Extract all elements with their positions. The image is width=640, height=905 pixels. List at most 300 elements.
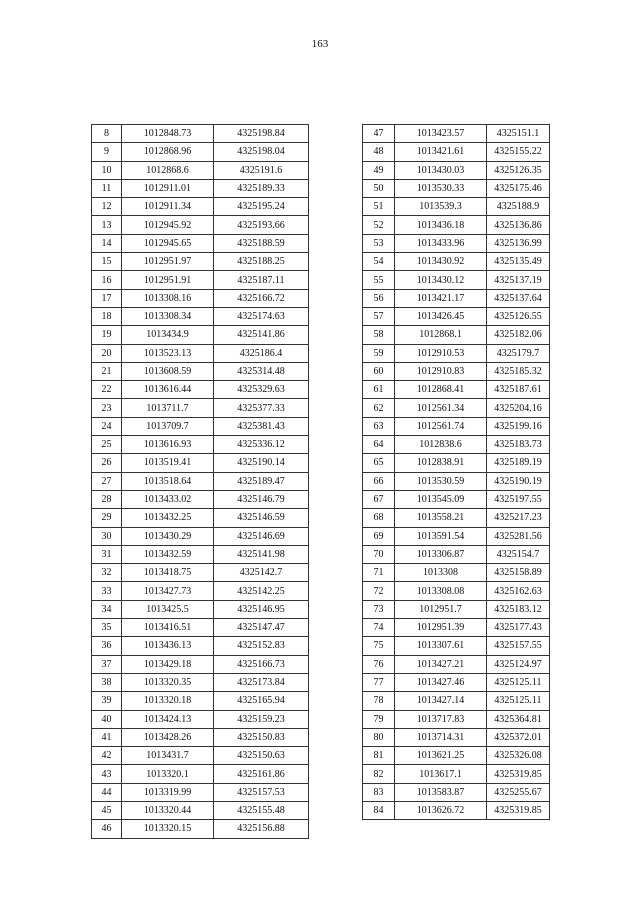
x-coordinate-cell: 1013608.59 [122, 362, 214, 380]
point-number-cell: 49 [363, 161, 395, 179]
y-coordinate-cell: 4325157.55 [487, 637, 550, 655]
point-number-cell: 70 [363, 545, 395, 563]
x-coordinate-cell: 1012951.91 [122, 271, 214, 289]
x-coordinate-cell: 1012945.65 [122, 234, 214, 252]
table-row [363, 198, 550, 216]
x-coordinate-cell: 1013717.83 [395, 710, 487, 728]
x-coordinate-cell: 1013558.21 [395, 509, 487, 527]
table-body [363, 125, 550, 820]
y-coordinate-cell: 4325141.98 [214, 545, 309, 563]
y-coordinate-cell: 4325162.63 [487, 582, 550, 600]
point-number-cell: 45 [92, 801, 122, 819]
table-row [92, 216, 309, 234]
point-number-cell: 56 [363, 289, 395, 307]
point-number-cell: 76 [363, 655, 395, 673]
table-row [363, 564, 550, 582]
x-coordinate-cell: 1013427.46 [395, 673, 487, 691]
y-coordinate-cell: 4325125.11 [487, 692, 550, 710]
x-coordinate-cell: 1013523.13 [122, 344, 214, 362]
point-number-cell: 54 [363, 253, 395, 271]
x-coordinate-cell: 1012951.97 [122, 253, 214, 271]
point-number-cell: 68 [363, 509, 395, 527]
point-number-cell: 73 [363, 600, 395, 618]
y-coordinate-cell: 4325183.73 [487, 436, 550, 454]
y-coordinate-cell: 4325137.64 [487, 289, 550, 307]
y-coordinate-cell: 4325191.6 [214, 161, 309, 179]
x-coordinate-cell: 1013421.61 [395, 143, 487, 161]
table-row [363, 417, 550, 435]
y-coordinate-cell: 4325195.24 [214, 198, 309, 216]
x-coordinate-cell: 1012868.6 [122, 161, 214, 179]
table-row [363, 801, 550, 819]
table-row [92, 600, 309, 618]
x-coordinate-cell: 1013427.14 [395, 692, 487, 710]
point-number-cell: 71 [363, 564, 395, 582]
y-coordinate-cell: 4325135.49 [487, 253, 550, 271]
x-coordinate-cell: 1013518.64 [122, 472, 214, 490]
point-number-cell: 40 [92, 710, 122, 728]
point-number-cell: 59 [363, 344, 395, 362]
y-coordinate-cell: 4325179.7 [487, 344, 550, 362]
x-coordinate-cell: 1013426.45 [395, 307, 487, 325]
x-coordinate-cell: 1012561.74 [395, 417, 487, 435]
table-row [92, 564, 309, 582]
x-coordinate-cell: 1013436.13 [122, 637, 214, 655]
point-number-cell: 42 [92, 747, 122, 765]
table-row [92, 362, 309, 380]
x-coordinate-cell: 1013308.34 [122, 307, 214, 325]
table-row [92, 307, 309, 325]
point-number-cell: 30 [92, 527, 122, 545]
point-number-cell: 50 [363, 179, 395, 197]
point-number-cell: 62 [363, 399, 395, 417]
point-number-cell: 51 [363, 198, 395, 216]
x-coordinate-cell: 1013421.17 [395, 289, 487, 307]
y-coordinate-cell: 4325189.19 [487, 454, 550, 472]
table-row [92, 728, 309, 746]
point-number-cell: 74 [363, 619, 395, 637]
point-number-cell: 80 [363, 728, 395, 746]
x-coordinate-cell: 1013616.44 [122, 381, 214, 399]
y-coordinate-cell: 4325314.48 [214, 362, 309, 380]
table-row [92, 253, 309, 271]
point-number-cell: 63 [363, 417, 395, 435]
x-coordinate-cell: 1013418.75 [122, 564, 214, 582]
x-coordinate-cell: 1013430.03 [395, 161, 487, 179]
table-row [92, 271, 309, 289]
x-coordinate-cell: 1012911.01 [122, 179, 214, 197]
y-coordinate-cell: 4325154.7 [487, 545, 550, 563]
table-row [363, 728, 550, 746]
y-coordinate-cell: 4325372.01 [487, 728, 550, 746]
table-row [363, 307, 550, 325]
y-coordinate-cell: 4325137.19 [487, 271, 550, 289]
y-coordinate-cell: 4325197.55 [487, 490, 550, 508]
x-coordinate-cell: 1013539.3 [395, 198, 487, 216]
y-coordinate-cell: 4325188.59 [214, 234, 309, 252]
y-coordinate-cell: 4325329.63 [214, 381, 309, 399]
y-coordinate-cell: 4325142.7 [214, 564, 309, 582]
table-row [92, 527, 309, 545]
table-row [363, 161, 550, 179]
point-number-cell: 26 [92, 454, 122, 472]
y-coordinate-cell: 4325255.67 [487, 783, 550, 801]
y-coordinate-cell: 4325186.4 [214, 344, 309, 362]
x-coordinate-cell: 1013427.21 [395, 655, 487, 673]
point-number-cell: 20 [92, 344, 122, 362]
x-coordinate-cell: 1013308.16 [122, 289, 214, 307]
x-coordinate-cell: 1012910.53 [395, 344, 487, 362]
table-row [92, 326, 309, 344]
point-number-cell: 18 [92, 307, 122, 325]
point-number-cell: 29 [92, 509, 122, 527]
point-number-cell: 36 [92, 637, 122, 655]
x-coordinate-cell: 1013432.25 [122, 509, 214, 527]
y-coordinate-cell: 4325151.1 [487, 125, 550, 143]
table-row [363, 271, 550, 289]
table-row [92, 637, 309, 655]
x-coordinate-cell: 1013591.54 [395, 527, 487, 545]
x-coordinate-cell: 1013545.09 [395, 490, 487, 508]
table-row [363, 619, 550, 637]
y-coordinate-cell: 4325183.12 [487, 600, 550, 618]
x-coordinate-cell: 1013431.7 [122, 747, 214, 765]
y-coordinate-cell: 4325193.66 [214, 216, 309, 234]
x-coordinate-cell: 1013530.33 [395, 179, 487, 197]
point-number-cell: 25 [92, 436, 122, 454]
point-number-cell: 55 [363, 271, 395, 289]
table-row [363, 600, 550, 618]
table-row [363, 747, 550, 765]
point-number-cell: 46 [92, 820, 122, 838]
table-row [363, 436, 550, 454]
y-coordinate-cell: 4325146.69 [214, 527, 309, 545]
y-coordinate-cell: 4325199.16 [487, 417, 550, 435]
y-coordinate-cell: 4325158.89 [487, 564, 550, 582]
y-coordinate-cell: 4325150.63 [214, 747, 309, 765]
y-coordinate-cell: 4325188.25 [214, 253, 309, 271]
point-number-cell: 72 [363, 582, 395, 600]
table-row [363, 179, 550, 197]
y-coordinate-cell: 4325136.99 [487, 234, 550, 252]
table-row [92, 125, 309, 143]
point-number-cell: 67 [363, 490, 395, 508]
y-coordinate-cell: 4325173.84 [214, 673, 309, 691]
y-coordinate-cell: 4325188.9 [487, 198, 550, 216]
x-coordinate-cell: 1013436.18 [395, 216, 487, 234]
x-coordinate-cell: 1013714.31 [395, 728, 487, 746]
x-coordinate-cell: 1013711.7 [122, 399, 214, 417]
x-coordinate-cell: 1012838.91 [395, 454, 487, 472]
y-coordinate-cell: 4325146.59 [214, 509, 309, 527]
x-coordinate-cell: 1012868.1 [395, 326, 487, 344]
table-row [92, 747, 309, 765]
y-coordinate-cell: 4325381.43 [214, 417, 309, 435]
table-row [92, 234, 309, 252]
table-row [363, 125, 550, 143]
table-row [363, 454, 550, 472]
table-row [363, 527, 550, 545]
table-row [363, 637, 550, 655]
point-number-cell: 47 [363, 125, 395, 143]
table-row [363, 710, 550, 728]
table-row [92, 783, 309, 801]
table-row [363, 289, 550, 307]
x-coordinate-cell: 1013428.26 [122, 728, 214, 746]
x-coordinate-cell: 1013308 [395, 564, 487, 582]
table-row [92, 820, 309, 838]
y-coordinate-cell: 4325281.56 [487, 527, 550, 545]
table-row [92, 472, 309, 490]
point-number-cell: 75 [363, 637, 395, 655]
x-coordinate-cell: 1013617.1 [395, 765, 487, 783]
table-row [92, 417, 309, 435]
point-number-cell: 61 [363, 381, 395, 399]
point-number-cell: 24 [92, 417, 122, 435]
x-coordinate-cell: 1012911.34 [122, 198, 214, 216]
point-number-cell: 78 [363, 692, 395, 710]
y-coordinate-cell: 4325159.23 [214, 710, 309, 728]
x-coordinate-cell: 1013430.12 [395, 271, 487, 289]
x-coordinate-cell: 1013433.96 [395, 234, 487, 252]
table-row [92, 399, 309, 417]
table-row [363, 490, 550, 508]
y-coordinate-cell: 4325190.14 [214, 454, 309, 472]
y-coordinate-cell: 4325189.47 [214, 472, 309, 490]
table-row [92, 161, 309, 179]
x-coordinate-cell: 1013427.73 [122, 582, 214, 600]
table-row [92, 801, 309, 819]
x-coordinate-cell: 1013429.18 [122, 655, 214, 673]
point-number-cell: 28 [92, 490, 122, 508]
point-number-cell: 83 [363, 783, 395, 801]
x-coordinate-cell: 1013530.59 [395, 472, 487, 490]
y-coordinate-cell: 4325198.04 [214, 143, 309, 161]
table-row [92, 198, 309, 216]
table-row [363, 692, 550, 710]
point-number-cell: 27 [92, 472, 122, 490]
y-coordinate-cell: 4325147.47 [214, 619, 309, 637]
x-coordinate-cell: 1013433.02 [122, 490, 214, 508]
point-number-cell: 64 [363, 436, 395, 454]
point-number-cell: 19 [92, 326, 122, 344]
table-row [363, 545, 550, 563]
table-row [92, 655, 309, 673]
x-coordinate-cell: 1012945.92 [122, 216, 214, 234]
y-coordinate-cell: 4325166.73 [214, 655, 309, 673]
point-number-cell: 17 [92, 289, 122, 307]
point-number-cell: 21 [92, 362, 122, 380]
point-number-cell: 43 [92, 765, 122, 783]
table-row [363, 344, 550, 362]
point-number-cell: 31 [92, 545, 122, 563]
y-coordinate-cell: 4325165.94 [214, 692, 309, 710]
x-coordinate-cell: 1013320.18 [122, 692, 214, 710]
point-number-cell: 12 [92, 198, 122, 216]
point-number-cell: 58 [363, 326, 395, 344]
table-row [92, 673, 309, 691]
x-coordinate-cell: 1013425.5 [122, 600, 214, 618]
x-coordinate-cell: 1013320.15 [122, 820, 214, 838]
point-number-cell: 13 [92, 216, 122, 234]
table-row [363, 582, 550, 600]
point-number-cell: 82 [363, 765, 395, 783]
point-number-cell: 77 [363, 673, 395, 691]
x-coordinate-cell: 1013616.93 [122, 436, 214, 454]
y-coordinate-cell: 4325217.23 [487, 509, 550, 527]
y-coordinate-cell: 4325175.46 [487, 179, 550, 197]
point-number-cell: 39 [92, 692, 122, 710]
x-coordinate-cell: 1012868.96 [122, 143, 214, 161]
table-row [363, 216, 550, 234]
y-coordinate-cell: 4325156.88 [214, 820, 309, 838]
point-number-cell: 23 [92, 399, 122, 417]
y-coordinate-cell: 4325326.08 [487, 747, 550, 765]
y-coordinate-cell: 4325146.79 [214, 490, 309, 508]
y-coordinate-cell: 4325319.85 [487, 801, 550, 819]
table-row [92, 490, 309, 508]
y-coordinate-cell: 4325187.61 [487, 381, 550, 399]
x-coordinate-cell: 1013416.51 [122, 619, 214, 637]
y-coordinate-cell: 4325182.06 [487, 326, 550, 344]
table-row [92, 619, 309, 637]
table-row [363, 234, 550, 252]
x-coordinate-cell: 1013424.13 [122, 710, 214, 728]
y-coordinate-cell: 4325185.32 [487, 362, 550, 380]
x-coordinate-cell: 1013307.61 [395, 637, 487, 655]
x-coordinate-cell: 1012848.73 [122, 125, 214, 143]
table-row [92, 344, 309, 362]
table-row [363, 362, 550, 380]
point-number-cell: 34 [92, 600, 122, 618]
table-row [363, 783, 550, 801]
x-coordinate-cell: 1013320.44 [122, 801, 214, 819]
y-coordinate-cell: 4325174.63 [214, 307, 309, 325]
y-coordinate-cell: 4325198.84 [214, 125, 309, 143]
table-row [92, 710, 309, 728]
point-number-cell: 35 [92, 619, 122, 637]
y-coordinate-cell: 4325155.22 [487, 143, 550, 161]
y-coordinate-cell: 4325146.95 [214, 600, 309, 618]
point-number-cell: 69 [363, 527, 395, 545]
y-coordinate-cell: 4325204.16 [487, 399, 550, 417]
x-coordinate-cell: 1013423.57 [395, 125, 487, 143]
point-number-cell: 53 [363, 234, 395, 252]
point-number-cell: 60 [363, 362, 395, 380]
y-coordinate-cell: 4325157.53 [214, 783, 309, 801]
point-number-cell: 84 [363, 801, 395, 819]
x-coordinate-cell: 1013709.7 [122, 417, 214, 435]
y-coordinate-cell: 4325141.86 [214, 326, 309, 344]
y-coordinate-cell: 4325377.33 [214, 399, 309, 417]
y-coordinate-cell: 4325136.86 [487, 216, 550, 234]
point-number-cell: 66 [363, 472, 395, 490]
y-coordinate-cell: 4325364.81 [487, 710, 550, 728]
table-row [92, 179, 309, 197]
table-row [363, 253, 550, 271]
point-number-cell: 37 [92, 655, 122, 673]
table-body [92, 125, 309, 839]
y-coordinate-cell: 4325161.86 [214, 765, 309, 783]
x-coordinate-cell: 1012951.39 [395, 619, 487, 637]
x-coordinate-cell: 1013319.99 [122, 783, 214, 801]
y-coordinate-cell: 4325155.48 [214, 801, 309, 819]
y-coordinate-cell: 4325336.12 [214, 436, 309, 454]
x-coordinate-cell: 1013621.25 [395, 747, 487, 765]
y-coordinate-cell: 4325152.83 [214, 637, 309, 655]
x-coordinate-cell: 1013432.59 [122, 545, 214, 563]
point-number-cell: 11 [92, 179, 122, 197]
point-number-cell: 57 [363, 307, 395, 325]
point-number-cell: 8 [92, 125, 122, 143]
coordinates-table-right [362, 124, 550, 820]
x-coordinate-cell: 1012838.6 [395, 436, 487, 454]
y-coordinate-cell: 4325125.11 [487, 673, 550, 691]
point-number-cell: 32 [92, 564, 122, 582]
point-number-cell: 14 [92, 234, 122, 252]
table-row [92, 454, 309, 472]
point-number-cell: 22 [92, 381, 122, 399]
table-row [363, 143, 550, 161]
table-row [92, 582, 309, 600]
y-coordinate-cell: 4325124.97 [487, 655, 550, 673]
point-number-cell: 79 [363, 710, 395, 728]
table-row [92, 289, 309, 307]
point-number-cell: 9 [92, 143, 122, 161]
table-row [363, 765, 550, 783]
y-coordinate-cell: 4325177.43 [487, 619, 550, 637]
x-coordinate-cell: 1013519.41 [122, 454, 214, 472]
x-coordinate-cell: 1013430.92 [395, 253, 487, 271]
x-coordinate-cell: 1013434.9 [122, 326, 214, 344]
table-row [363, 326, 550, 344]
table-row [92, 143, 309, 161]
point-number-cell: 38 [92, 673, 122, 691]
x-coordinate-cell: 1012868.41 [395, 381, 487, 399]
table-row [363, 381, 550, 399]
table-row [363, 509, 550, 527]
point-number-cell: 33 [92, 582, 122, 600]
x-coordinate-cell: 1013583.87 [395, 783, 487, 801]
point-number-cell: 52 [363, 216, 395, 234]
point-number-cell: 16 [92, 271, 122, 289]
x-coordinate-cell: 1013430.29 [122, 527, 214, 545]
y-coordinate-cell: 4325142.25 [214, 582, 309, 600]
table-row [92, 692, 309, 710]
y-coordinate-cell: 4325126.55 [487, 307, 550, 325]
y-coordinate-cell: 4325166.72 [214, 289, 309, 307]
y-coordinate-cell: 4325190.19 [487, 472, 550, 490]
x-coordinate-cell: 1012910.83 [395, 362, 487, 380]
table-row [363, 472, 550, 490]
point-number-cell: 65 [363, 454, 395, 472]
y-coordinate-cell: 4325150.83 [214, 728, 309, 746]
table-row [92, 436, 309, 454]
x-coordinate-cell: 1013320.35 [122, 673, 214, 691]
point-number-cell: 41 [92, 728, 122, 746]
point-number-cell: 48 [363, 143, 395, 161]
table-row [363, 655, 550, 673]
table-row [92, 545, 309, 563]
table-row [92, 381, 309, 399]
table-row [363, 399, 550, 417]
x-coordinate-cell: 1013306.87 [395, 545, 487, 563]
x-coordinate-cell: 1012561.34 [395, 399, 487, 417]
x-coordinate-cell: 1013626.72 [395, 801, 487, 819]
table-row [92, 509, 309, 527]
y-coordinate-cell: 4325189.33 [214, 179, 309, 197]
page-number: 163 [311, 38, 329, 50]
